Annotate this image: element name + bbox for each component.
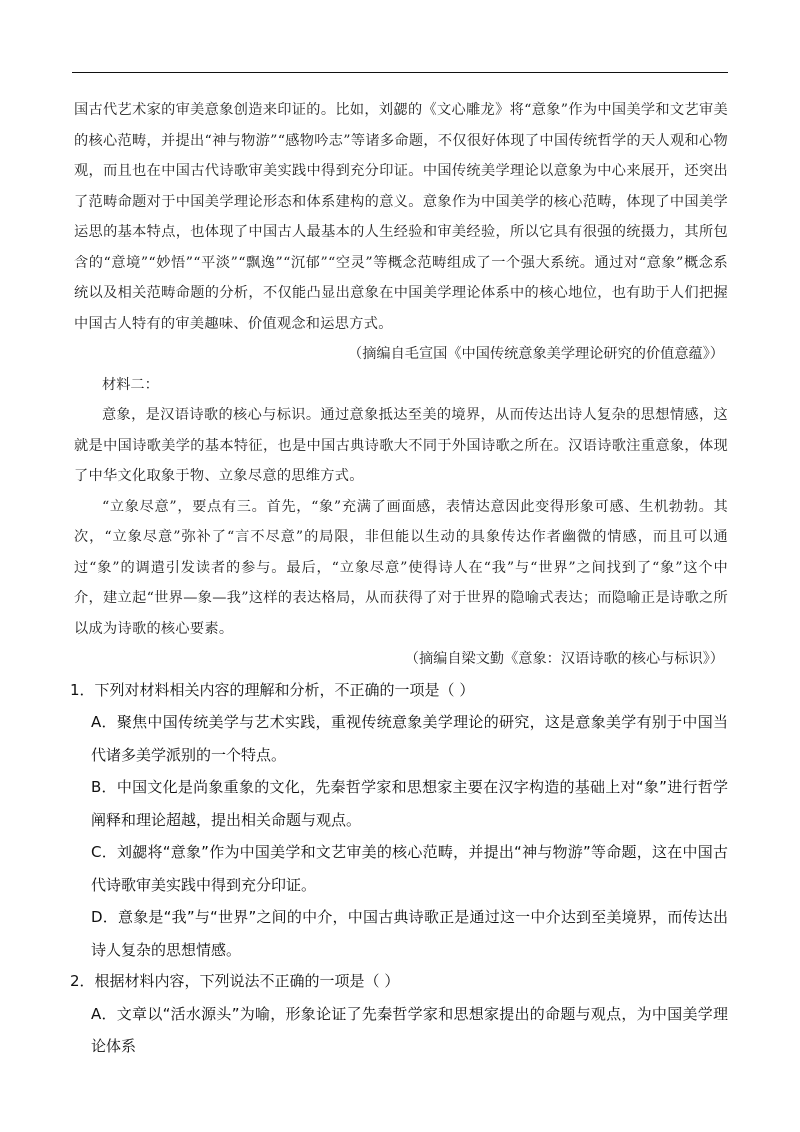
material-two-paragraph-2: “立象尽意”，要点有三。首先，“象”充满了画面感，表情达意因此变得形象可感、生机勃勃。其次，“立象尽意”弥补了“言不尽意”的局限，非但能以生动的具象传达作者幽微的情感，而且可以通过“象”的调遣引发读者的参与。最后，“立象尽意”使得诗人在“我”与“世界”之间找到了“象”这个中介，建立起“世界—象—我”这样的表达格局，从而获得了对于世界的隐喻式表达；而隐喻正是诗歌之所以成为诗歌的核心要素。 (74, 498, 728, 637)
material-two-label: 材料二： (102, 376, 159, 393)
question-1-option-a: A．聚焦中国传统美学与艺术实践，重视传统意象美学理论的研究，这是意象美学有别于中国当代诸多美学派别的一个特点。 (91, 713, 728, 764)
material-one-body: 国古代艺术家的审美意象创造来印证的。比如，刘勰的《文心雕龙》将“意象”作为中国美学和文艺审美的核心范畴，并提出“神与物游”“感物吟志”等诸多命题，不仅很好体现了中国传统哲学的天人观和心物观，而且也在中国古代诗歌审美实践中得到充分印证。中国传统美学理论以意象为中心来展开，还突出了范畴命题对于中国美学理论形态和体系建构的意义。意象作为中国美学的核心范畴，体现了中国美学运思的基本特点，也体现了中国古人最基本的人生经验和审美经验，所以它具有很强的统摄力，其所包含的“意境”“妙悟”“平淡”“飘逸”“沉郁”“空灵”等概念范畴组成了一个强大系统。通过对“意象”概念系统以及相关范畴命题的分析，不仅能凸显出意象在中国美学理论体系中的核心地位，也有助于人们把握中国古人特有的审美趣味、价值观念和运思方式。 (74, 102, 728, 332)
question-2-option-a: A．文章以“活水源头”为喻，形象论证了先秦哲学家和思想家提出的命题与观点，为中国美学理论体系 (91, 1004, 728, 1055)
material-two-source: （摘编自梁文勤《意象：汉语诗歌的核心与标识》） (404, 651, 724, 667)
question-1-option-b: B．中国文化是尚象重象的文化，先秦哲学家和思想家主要在汉字构造的基础上对“象”进行哲学阐释和理论超越，提出相关命题与观点。 (91, 778, 728, 829)
material-two-paragraph-1: 意象，是汉语诗歌的核心与标识。通过意象抵达至美的境界，从而传达出诗人复杂的思想情感，这就是中国诗歌美学的基本特征，也是中国古典诗歌大不同于外国诗歌之所在。汉语诗歌注重意象，体现了中华文化取象于物、立象尽意的思维方式。 (74, 407, 728, 484)
document-page (70, 95, 728, 1063)
question-1-option-d: D．意象是“我”与“世界”之间的中介，中国古典诗歌正是通过这一中介达到至美境界，而传达出诗人复杂的思想情感。 (91, 908, 728, 959)
header-rule (72, 72, 728, 73)
question-2-stem: 2．根据材料内容，下列说法不正确的一项是（ ） (70, 972, 400, 990)
question-1-stem: 1．下列对材料相关内容的理解和分析，不正确的一项是（ ） (70, 680, 475, 699)
material-one-source: （摘编自毛宣国《中国传统意象美学理论研究的价值意蕴》） (348, 346, 724, 362)
question-1-option-c: C．刘勰将“意象”作为中国美学和文艺审美的核心范畴，并提出“神与物游”等命题，这在中国古代诗歌审美实践中得到充分印证。 (91, 843, 728, 894)
